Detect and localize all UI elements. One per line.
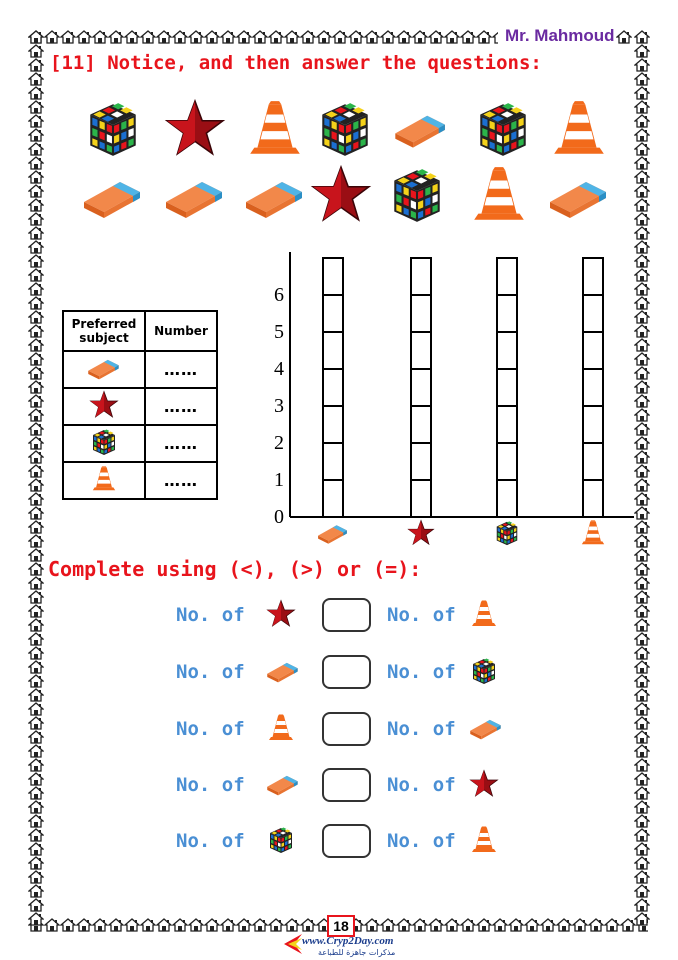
house-icon xyxy=(540,918,556,932)
bar-cell[interactable] xyxy=(497,480,517,517)
house-icon xyxy=(28,884,44,898)
bar-cell[interactable] xyxy=(583,480,603,517)
compare-label-left: No. of xyxy=(176,661,245,683)
compare-label-left: No. of xyxy=(176,830,245,852)
house-icon xyxy=(108,918,124,932)
y-tick-label: 4 xyxy=(274,358,284,380)
website-link[interactable]: www.Cryp2Day.com xyxy=(302,935,394,947)
table-header-subject: Preferred subject xyxy=(63,311,145,351)
house-icon xyxy=(524,918,540,932)
bar-column xyxy=(411,258,431,517)
house-icon xyxy=(604,918,620,932)
table-cell-number[interactable]: …… xyxy=(145,425,217,462)
compare-label-right: No. of xyxy=(387,830,456,852)
cube-icon xyxy=(497,521,518,545)
bar-cell[interactable] xyxy=(583,295,603,332)
house-icon xyxy=(28,562,44,576)
cone-icon xyxy=(469,825,499,855)
cone-icon xyxy=(469,599,499,629)
house-icon xyxy=(396,918,412,932)
house-icon xyxy=(556,918,572,932)
answer-box[interactable] xyxy=(322,712,371,746)
bar-column xyxy=(583,258,603,517)
compare-label-left: No. of xyxy=(176,718,245,740)
house-icon xyxy=(412,918,428,932)
house-icon xyxy=(634,562,650,576)
compare-label-left: No. of xyxy=(176,774,245,796)
bar-cell[interactable] xyxy=(497,369,517,406)
bar-column xyxy=(323,258,343,517)
house-icon xyxy=(76,918,92,932)
bar-cell[interactable] xyxy=(323,443,343,480)
bar-cell[interactable] xyxy=(583,369,603,406)
compare-label-right: No. of xyxy=(387,774,456,796)
house-icon xyxy=(28,912,44,926)
house-icon xyxy=(252,918,268,932)
compare-label-left: No. of xyxy=(176,604,245,626)
house-icon xyxy=(572,918,588,932)
compare-title: Complete using (<), (>) or (=): xyxy=(48,557,422,581)
bar-cell[interactable] xyxy=(323,406,343,443)
eraser-icon xyxy=(264,769,302,799)
house-icon xyxy=(140,918,156,932)
house-icon xyxy=(92,918,108,932)
y-tick-label: 5 xyxy=(274,321,284,343)
compare-row xyxy=(0,768,678,808)
bar-cell[interactable] xyxy=(497,295,517,332)
bar-cell[interactable] xyxy=(583,332,603,369)
answer-box[interactable] xyxy=(322,598,371,632)
eraser-icon xyxy=(467,713,505,743)
bar-cell[interactable] xyxy=(323,258,343,295)
house-icon xyxy=(220,918,236,932)
house-icon xyxy=(508,918,524,932)
house-icon xyxy=(588,918,604,932)
house-icon xyxy=(44,918,60,932)
house-icon xyxy=(268,918,284,932)
house-icon xyxy=(364,918,380,932)
bar-cell[interactable] xyxy=(497,443,517,480)
bar-cell[interactable] xyxy=(583,443,603,480)
bar-cell[interactable] xyxy=(497,332,517,369)
eraser-icon xyxy=(264,656,302,686)
compare-row xyxy=(0,655,678,695)
house-icon xyxy=(172,918,188,932)
bar-cell[interactable] xyxy=(323,480,343,517)
bar-cell[interactable] xyxy=(411,480,431,517)
house-icon xyxy=(28,898,44,912)
y-tick-label: 3 xyxy=(274,395,284,417)
y-tick-label: 0 xyxy=(274,506,284,528)
house-icon xyxy=(156,918,172,932)
cube-icon xyxy=(469,656,499,686)
bar-cell[interactable] xyxy=(497,406,517,443)
house-icon xyxy=(634,576,650,590)
compare-row xyxy=(0,598,678,638)
bar-cell[interactable] xyxy=(323,369,343,406)
house-icon xyxy=(492,918,508,932)
bar-cell[interactable] xyxy=(583,406,603,443)
house-icon xyxy=(124,918,140,932)
compare-label-right: No. of xyxy=(387,661,456,683)
house-icon xyxy=(634,898,650,912)
cube-icon xyxy=(266,825,296,855)
house-icon xyxy=(476,918,492,932)
bar-cell[interactable] xyxy=(323,332,343,369)
house-icon xyxy=(634,912,650,926)
bar-column xyxy=(497,258,517,517)
house-icon xyxy=(380,918,396,932)
house-icon xyxy=(634,870,650,884)
compare-row xyxy=(0,824,678,864)
eraser-icon xyxy=(318,525,347,544)
bar-cell[interactable] xyxy=(411,295,431,332)
y-tick-label: 1 xyxy=(274,469,284,491)
house-icon xyxy=(188,918,204,932)
site-logo-icon xyxy=(282,932,304,956)
house-icon xyxy=(28,576,44,590)
cone-icon xyxy=(266,713,296,743)
bar-cell[interactable] xyxy=(411,369,431,406)
star-icon xyxy=(408,520,433,544)
bar-cell[interactable] xyxy=(411,443,431,480)
table-cell-number[interactable]: …… xyxy=(145,351,217,388)
compare-label-right: No. of xyxy=(387,718,456,740)
house-icon xyxy=(60,918,76,932)
bar-cell[interactable] xyxy=(583,258,603,295)
table-cell-number[interactable]: …… xyxy=(145,462,217,499)
house-icon xyxy=(300,918,316,932)
bar-cell[interactable] xyxy=(323,295,343,332)
bar-cell[interactable] xyxy=(411,332,431,369)
bar-cell[interactable] xyxy=(497,258,517,295)
compare-label-right: No. of xyxy=(387,604,456,626)
house-icon xyxy=(28,870,44,884)
cone-icon xyxy=(582,520,604,544)
table-cell-number[interactable]: …… xyxy=(145,388,217,425)
house-icon xyxy=(236,918,252,932)
bar-cell[interactable] xyxy=(411,406,431,443)
compare-row xyxy=(0,712,678,752)
question-title: [11] Notice, and then answer the questions: xyxy=(50,52,542,74)
y-tick-label: 6 xyxy=(274,284,284,306)
page-number: 18 xyxy=(327,915,355,937)
answer-box[interactable] xyxy=(322,655,371,689)
website-tagline: مذكرات جاهزة للطباعة xyxy=(318,948,396,957)
house-icon xyxy=(284,918,300,932)
answer-box[interactable] xyxy=(322,824,371,858)
house-icon xyxy=(428,918,444,932)
author-name: Mr. Mahmoud xyxy=(505,26,615,45)
star-icon xyxy=(469,769,499,799)
house-icon xyxy=(634,884,650,898)
bar-cell[interactable] xyxy=(411,258,431,295)
answer-box[interactable] xyxy=(322,768,371,802)
house-icon xyxy=(460,918,476,932)
house-icon xyxy=(444,918,460,932)
table-header-number: Number xyxy=(145,311,217,351)
star-icon xyxy=(266,599,296,629)
y-tick-label: 2 xyxy=(274,432,284,454)
house-icon xyxy=(204,918,220,932)
